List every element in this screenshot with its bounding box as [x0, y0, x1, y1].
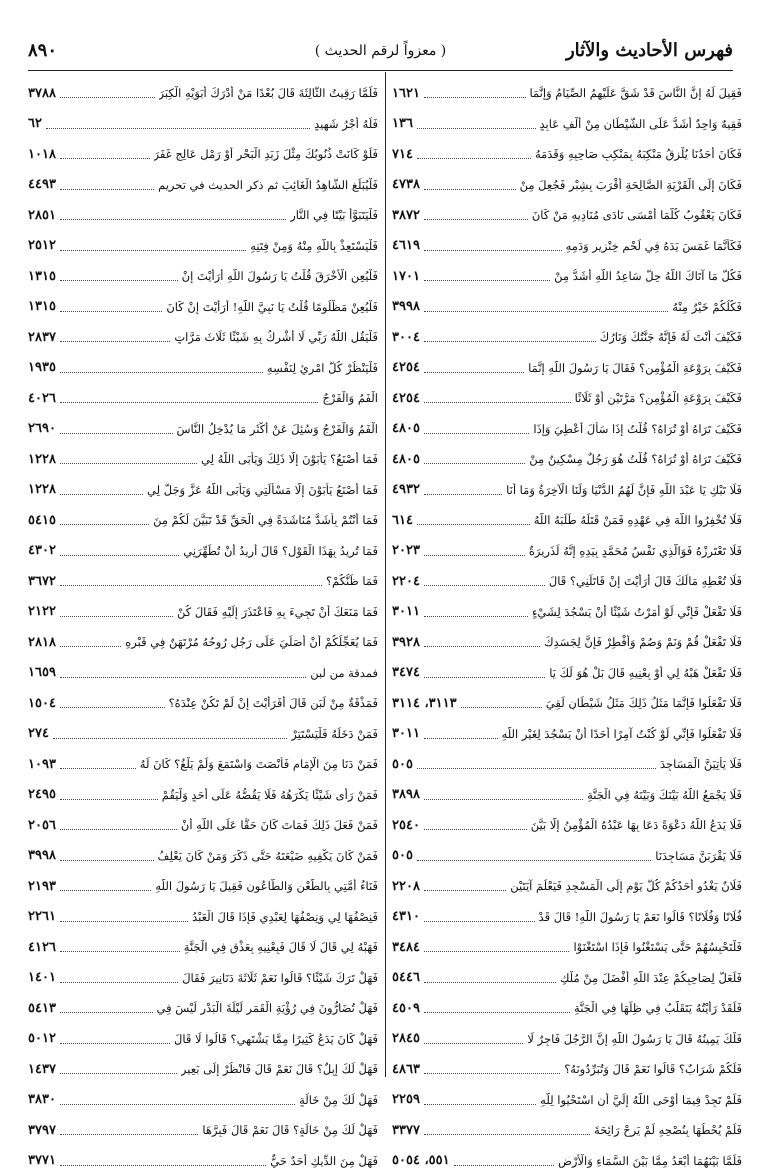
leader-dots [60, 851, 154, 861]
entry-reference: ١٢٢٨ [28, 482, 56, 497]
index-entry [392, 810, 742, 841]
leader-dots [60, 363, 263, 373]
index-entry [392, 963, 742, 994]
leader-dots [417, 759, 656, 769]
index-entry [392, 627, 742, 658]
entry-text: فَلَا تُخْفِرُوا اللَّهَ فِي عَهْدِهِ فَمَنْ قَتَلَهُ طَلَبَهُ اللَّهُ [534, 513, 742, 527]
leader-dots [424, 393, 571, 403]
entry-reference: ٣٠٠٤ [392, 330, 420, 345]
entry-text: فَلَا تَفْعَلْ قُمْ وَنَمْ وَصُمْ وَأَفْطِرْ فَإِنَّ لِجَسَدِكَ [544, 635, 742, 649]
leader-dots [424, 1003, 570, 1013]
leader-dots [424, 881, 506, 891]
entry-reference: ٢٨٥١ [28, 208, 56, 223]
index-entry [392, 597, 742, 628]
entry-reference: ٣٨٣٠ [28, 1092, 56, 1107]
leader-dots [60, 1095, 295, 1105]
index-entry [28, 688, 378, 719]
entry-reference: ٢٨١٨ [28, 635, 56, 650]
index-entry [28, 200, 378, 231]
entry-text: فَمَا أَصْنَعُ يَأْبَوْنَ إِلَّا مَسْأَلَتِي وَيَأْبَى اللَّهُ عَزَّ وَجَلَّ لِي [147, 483, 378, 497]
entry-reference: ٢٥١٢ [28, 238, 56, 253]
entry-reference: ١٢٢٨ [28, 452, 56, 467]
entry-text: فَكَيْفَ تَرَاهُ أَوْ تُرَاهُ؟ قُلْتُ إِذَا سَأَلَ أُعْطِيَ وَإِذَا [533, 422, 742, 436]
entry-text: فَلْيُعِنِ الْأَخْرَقَ قُلْتُ يَا رَسُولَ اللَّهِ أَرَأَيْتَ إِنْ [182, 269, 378, 283]
entry-text: فَلَا يَقْرَبَنَّ مَسَاجِدَنَا [655, 849, 742, 863]
entry-reference: ٣٧٧١ [28, 1153, 56, 1168]
leader-dots [424, 790, 583, 800]
leader-dots [60, 973, 178, 983]
leader-dots [424, 332, 596, 342]
leader-dots [60, 485, 143, 495]
entry-text: فَلَا تُعْطِهِ مَالَكَ قَالَ أَرَأَيْتَ إِنْ قَاتَلَنِي؟ قَالَ [549, 574, 742, 588]
leader-dots [60, 88, 155, 98]
entry-text: فَمَنْ رَأَى شَيْئًا يَكْرَهُهُ فَلَا يَقُصُّهُ عَلَى أَحَدٍ وَلْيَقُمْ [162, 788, 378, 802]
right-column [392, 78, 742, 1176]
index-entry [28, 353, 378, 384]
entry-reference: ٢٠٢٣ [392, 543, 420, 558]
leader-dots [60, 1156, 266, 1166]
entry-text: فَلْتَحْبِسُهُمْ حَتَّى يَسْتَغْنُوا فَإِذَا اسْتَغْنَوْا [573, 940, 742, 954]
entry-reference: ٥٠١٢ [28, 1031, 56, 1046]
entry-text: فُلَانًا وَفُلَانًا؟ قَالُوا نَعَمْ يَا رَسُولَ اللَّهِ! قَالَ قَدْ [539, 910, 742, 924]
entry-text: فَهَلْ لَكَ إِبِلٌ؟ قَالَ نَعَمْ قَالَ فَانْظُرْ إِلَى بَعِيرٍ [181, 1062, 378, 1076]
index-entry [392, 1085, 742, 1116]
entry-text: فَلْيُعِنْ مَظْلُومًا قُلْتُ يَا نَبِيَّ اللَّهِ! أَرَأَيْتَ إِنْ كَانَ [166, 300, 378, 314]
index-entry [392, 1115, 742, 1146]
entry-text: فَهَلْ تُضَارُّونَ فِي رُؤْيَةِ الْقَمَرِ لَيْلَةَ الْبَدْرِ لَيْسَ فِي [157, 1001, 378, 1015]
entry-reference: ١٣٦ [392, 116, 413, 131]
entry-text: فَكَانَ يَعْقُوبُ كُلَّمَا أَمْسَى نَادَى مُنَادِيهِ مَنْ كَانَ [532, 208, 742, 222]
entry-reference: ٥٥١، ٥٠٥٤ [392, 1153, 450, 1168]
entry-text: فَلَعَلَّ لِصَاحِبِكُمْ عِنْدَ اللَّهِ أَفْضَلَ مِنْ مُلْكِ [560, 971, 742, 985]
entry-reference: ٢٦٩٠ [28, 421, 56, 436]
leader-dots [417, 515, 530, 525]
index-entry [28, 139, 378, 170]
index-entry [28, 383, 378, 414]
index-entry [28, 597, 378, 628]
index-entry [392, 444, 742, 475]
entry-text: فَلْكَ يَمِينُهُ قَالَ يَا رَسُولَ اللَّهِ إِنَّ الرَّجُلَ فَاجِرٌ لَا [527, 1032, 742, 1046]
leader-dots [53, 729, 287, 739]
entry-reference: ١٧٠١ [392, 269, 420, 284]
index-entry [28, 627, 378, 658]
entry-text: فَلَا تَفْعَلْ هَبْهُ لِي أَوْ بِعْنِيهِ قَالَ بَلْ هُوَ لَكَ يَا [549, 666, 742, 680]
leader-dots [60, 1003, 153, 1013]
entry-text: فَهَبْهُ لِي قَالَ لَا قَالَ فَبِعْنِيهِ بِعَذْقٍ فِي الْجَنَّةِ [184, 940, 378, 954]
index-entry [28, 170, 378, 201]
entry-reference: ٤٣١٠ [392, 909, 420, 924]
index-entry [28, 475, 378, 506]
leader-dots [60, 393, 318, 403]
leader-dots [417, 851, 651, 861]
entry-reference: ١٩٣٥ [28, 360, 56, 375]
index-entry [392, 932, 742, 963]
entry-reference: ٢٨٣٧ [28, 330, 56, 345]
entry-text: الْفَمُ وَالْفَرْجُ [322, 391, 378, 405]
index-entry [392, 1146, 742, 1176]
entry-reference: ٤٢٥٤ [392, 360, 420, 375]
entry-text: فَمَنْ فَعَلَ ذَلِكَ فَمَاتَ كَانَ حَقًّا عَلَى اللَّهِ أَنْ [181, 818, 378, 832]
leader-dots [417, 149, 531, 159]
index-entry [28, 1146, 378, 1176]
leader-dots [424, 1095, 536, 1105]
entry-reference: ٤٩٣٢ [392, 482, 420, 497]
leader-dots [60, 454, 197, 464]
leader-dots [60, 637, 121, 647]
entry-reference: ٣٨٩٨ [392, 787, 420, 802]
leader-dots [60, 241, 246, 251]
index-entry [28, 109, 378, 140]
leader-dots [424, 454, 525, 464]
entry-text: فَلَا تَفْعَلْ فَإِنِّي لَوْ أَمَرْتُ شَيْئًا أَنْ يَسْجُدَ لِشَيْءٍ [532, 605, 742, 619]
leader-dots [424, 485, 502, 495]
index-entry [392, 383, 742, 414]
entry-text: فَلَهُ أَجْرُ شَهِيدٍ [314, 117, 378, 131]
leader-dots [424, 1034, 523, 1044]
entry-reference: ٢٢٦١ [28, 909, 56, 924]
entry-text: الْفَمُ وَالْفَرْجُ وَسُئِلَ عَنْ أَكْثَرِ مَا يُدْخِلُ النَّاسَ [177, 422, 379, 436]
entry-reference: ١٣١٥ [28, 299, 56, 314]
entry-reference: ٢٠٥٦ [28, 818, 56, 833]
entry-text: فَمَا يُعَجِّلُكُمْ أَنْ أُصَلِّيَ عَلَى رَجُلٍ رُوحُهُ مُرْتَهَنٌ فِي قَبْرِهِ [125, 635, 378, 649]
leader-dots [60, 515, 149, 525]
entry-text: فَلَا يَأْتِيَنَّ الْمَسَاجِدَ [660, 757, 742, 771]
leader-dots [424, 241, 562, 251]
entry-reference: ٢٢٠٨ [392, 879, 420, 894]
index-entry [28, 1054, 378, 1085]
entry-reference: ٣٦٧٢ [28, 574, 56, 589]
entry-text: فَلَمْ يُحْطُهَا بِنُصْحِهِ لَمْ يَرِحْ رَائِحَةَ [594, 1123, 742, 1137]
leader-dots [461, 698, 542, 708]
index-entry [392, 292, 742, 323]
leader-dots [60, 668, 306, 678]
entry-text: فَكَأَنَّمَا غَمَسَ يَدَهُ فِي لَحْمِ خِنْزِيرٍ وَدَمِهِ [566, 239, 742, 253]
index-entry [392, 780, 742, 811]
entry-text: فَلَا يَجْمَعُ اللَّهُ بَيْنَكَ وَبَيْنَهُ فِي الْجَنَّةِ [587, 788, 742, 802]
entry-reference: ٤٣٠٢ [28, 543, 56, 558]
entry-text: فمدقة من لبن [310, 666, 378, 680]
index-entry [392, 993, 742, 1024]
leader-dots [424, 302, 668, 312]
entry-reference: ٦٢ [28, 116, 42, 131]
entry-reference: ٤٥٠٩ [392, 1001, 420, 1016]
entry-text: فَلَكُمْ شَرَابٌ؟ قَالُوا نَعَمْ قَالَ وَتُبَرِّدُونَهُ؟ [564, 1062, 742, 1076]
entry-text: فَلَا تَعْتَرِزْهُ فَوَالَّذِي نَفْسُ مُحَمَّدٍ بِيَدِهِ إِنَّهُ لَذَرِيرَةٌ [529, 544, 742, 558]
leader-dots [424, 942, 570, 952]
entry-text: فَمَنْ دَنَا مِنَ الْإِمَامِ فَأَنْصَتَ وَاسْتَمَعَ وَلَمْ يَلْغُ؟ كَانَ لَهُ [140, 757, 378, 771]
entry-text: فَلَمَّا رَقِيتُ الثَّالِثَةَ قَالَ بُعْدًا مَنْ أَدْرَكَ أَبَوَيْهِ الْكِبَرَ [159, 86, 379, 100]
leader-dots [60, 576, 322, 586]
entry-text: فَلْيَنْظُرْ كُلُّ امْرِئٍ لِنَفْسِهِ [267, 361, 378, 375]
index-entry [28, 810, 378, 841]
entry-reference: ١٤٠١ [28, 970, 56, 985]
entry-reference: ٣٧٩٧ [28, 1123, 56, 1138]
index-entry [392, 475, 742, 506]
index-entry [392, 109, 742, 140]
index-entry [392, 1054, 742, 1085]
index-entry [392, 261, 742, 292]
index-entry [28, 780, 378, 811]
entry-reference: ٢٢٥٩ [392, 1092, 420, 1107]
leader-dots [424, 637, 540, 647]
entry-reference: ١٣١٥ [28, 269, 56, 284]
entry-text: فَلَانٌ يَغْدُو أَحَدُكُمْ كُلَّ يَوْمٍ إِلَى الْمَسْجِدِ فَيَعْلَمَ آيَتَيْنِ [510, 879, 742, 893]
leader-dots [60, 424, 173, 434]
entry-reference: ٣٩٩٨ [392, 299, 420, 314]
index-entry [28, 719, 378, 750]
entry-text: فَكُلُكُمْ خَيْرٌ مِنْهُ [672, 300, 742, 314]
leader-dots [60, 912, 188, 922]
leader-dots [60, 607, 173, 617]
entry-text: فَلْيَتَبَوَّأْ بَيْتًا فِي النَّارِ [290, 208, 378, 222]
entry-text: فَمَنْ كَانَ يَكْفِيهِ ضَيْعَتَهُ حَتَّى ذَكَرَ وَمَنْ كَانَ يَعْلِفُ [158, 849, 378, 863]
index-entry [392, 78, 742, 109]
entry-reference: ١٦٢١ [392, 86, 420, 101]
index-entry [392, 536, 742, 567]
entry-reference: ٢٥٤٠ [392, 818, 420, 833]
entry-reference: ٣١١٣، ٣١١٤ [392, 696, 457, 711]
leader-dots [424, 546, 525, 556]
leader-dots [60, 149, 150, 159]
entry-reference: ٤٠٢٦ [28, 391, 56, 406]
entry-reference: ١٤٣٧ [28, 1062, 56, 1077]
entry-reference: ٣٤٧٤ [392, 665, 420, 680]
entry-reference: ٣٧٨٨ [28, 86, 56, 101]
index-entry [28, 322, 378, 353]
entry-reference: ٥٤١٣ [28, 1001, 56, 1016]
index-entry [28, 231, 378, 262]
index-entry [392, 688, 742, 719]
index-entry [392, 871, 742, 902]
entry-text: فَهَلْ لَكَ مِنْ خَالَةٍ [299, 1093, 378, 1107]
index-entry [392, 749, 742, 780]
leader-dots [60, 302, 162, 312]
page-number: ٨٩٠ [28, 40, 57, 61]
index-entry [28, 536, 378, 567]
index-title: فهرس الأحاديث والآثار [566, 40, 733, 61]
entry-reference: ٣٩٩٨ [28, 848, 56, 863]
index-entry [28, 749, 378, 780]
entry-text: فَكُلُّ مَا آتَاكَ اللَّهُ حِلٌّ سَاعِدُ اللَّهِ أَشَدُّ مِنْ [554, 269, 742, 283]
index-entry [392, 566, 742, 597]
left-column [28, 78, 378, 1176]
entry-text: فَكَيْفَ تَرَاهُ أَوْ تُرَاهُ؟ قُلْتُ هُوَ رَجُلٌ مِسْكِينٌ مِنْ [529, 452, 742, 466]
index-entry [392, 902, 742, 933]
entry-text: فَكَيْفَ بِرَوْعَةِ الْمُؤْمِنِ؟ فَقَالَ يَا رَسُولَ اللَّهِ إِنَّمَا [528, 361, 742, 375]
index-entry [28, 1085, 378, 1116]
entry-reference: ١٦٥٩ [28, 665, 56, 680]
entry-reference: ٤٨٠٥ [392, 452, 420, 467]
index-entry [28, 902, 378, 933]
entry-reference: ٤٢٥٤ [392, 391, 420, 406]
index-entry [28, 993, 378, 1024]
entry-text: فَمَنْ دَخَلَهُ فَلْيَسْتَتِرْ [291, 727, 378, 741]
entry-text: فَقِيلَ لَهُ إِنَّ النَّاسَ قَدْ شَقَّ عَلَيْهِمُ الصِّيَامُ وَإِنَّمَا [530, 86, 742, 100]
index-entry [28, 932, 378, 963]
entry-reference: ٧١٤ [392, 147, 413, 162]
index-entry [28, 292, 378, 323]
leader-dots [60, 180, 154, 190]
entry-reference: ٤٨٠٥ [392, 421, 420, 436]
entry-text: فَكَيْفَ بِرَوْعَةِ الْمُؤْمِنِ؟ مَرَّتَيْنِ أَوْ ثَلَاثًا [575, 391, 742, 405]
leader-dots [424, 973, 556, 983]
entry-text: فَهَلْ تَرَكَ شَيْئًا؟ قَالُوا نَعَمْ ثَلَاثَةَ دَنَانِيرَ فَقَالَ [182, 971, 378, 985]
page-header [28, 40, 733, 72]
index-entry [392, 322, 742, 353]
leader-dots [424, 88, 526, 98]
leader-dots [424, 424, 529, 434]
entry-reference: ٤٨٦٣ [392, 1062, 420, 1077]
index-entry [392, 1024, 742, 1055]
entry-reference: ٢٨٤٥ [392, 1031, 420, 1046]
entry-text: فَلْيَقُلِ اللَّهُ رَبِّي لَا أُشْرِكُ بِهِ شَيْئًا ثَلَاثَ مَرَّاتٍ [174, 330, 378, 344]
index-entry [392, 719, 742, 750]
index-entry [392, 139, 742, 170]
entry-reference: ٣٤٨٤ [392, 940, 420, 955]
entry-text: فَمَا أَصْنَعُ؟ يَأْبَوْنَ إِلَّا ذَلِكَ وَيَأْبَى اللَّهُ لِي [201, 452, 378, 466]
leader-dots [60, 759, 136, 769]
entry-text: فَلَا تَفْعَلُوا فَإِنِّي لَوْ كُنْتُ آمِرًا أَحَدًا أَنْ يَسْجُدَ لِغَيْرِ اللَّهِ [502, 727, 742, 741]
leader-dots [60, 546, 179, 556]
leader-dots [424, 729, 498, 739]
index-entry [392, 841, 742, 872]
entry-text: فَمَا تُرِيدُ بِهَذَا الْقَوْلِ؟ قَالَ أُرِيدُ أَنْ تُطَهِّرَنِي [183, 544, 378, 558]
index-entry [28, 566, 378, 597]
entry-reference: ٥٠٥ [392, 757, 413, 772]
entry-text: فَلْيَسْتَعِذْ بِاللَّهِ مِنْهُ وَمِنْ فِتَنِهِ [250, 239, 378, 253]
index-entry [28, 444, 378, 475]
index-entry [392, 170, 742, 201]
entry-reference: ٤٤٩٣ [28, 177, 56, 192]
leader-dots [424, 210, 528, 220]
entry-text: فَلْيُبَلِّغِ الشَّاهِدُ الْغَائِبَ ثم ذكر الحديث في تحريم [158, 178, 378, 192]
entry-reference: ٣٨٧٢ [392, 208, 420, 223]
leader-dots [417, 119, 536, 129]
index-entry [392, 414, 742, 445]
leader-dots [424, 668, 545, 678]
leader-dots [60, 1064, 177, 1074]
index-entry [28, 1115, 378, 1146]
entry-text: فَنِصْفُهَا لِي وَنِصْفُهَا لِعَبْدِي فَإِذَا قَالَ الْعَبْدُ [192, 910, 378, 924]
index-entry [392, 505, 742, 536]
index-entry [28, 261, 378, 292]
header-rule [28, 70, 733, 71]
entry-text: فَهَلْ كَانَ يَدَعُ كَثِيرًا مِمَّا يَشْتَهِي؟ قَالُوا لَا قَالَ [174, 1032, 378, 1046]
entry-reference: ٢٧٤ [28, 726, 49, 741]
entry-text: فَمَذْقَةٌ مِنْ لَبَنٍ قَالَ أَفَرَأَيْتَ إِنْ لَمْ تَكُنْ عِنْدَهُ؟ [169, 696, 378, 710]
leader-dots [60, 271, 178, 281]
leader-dots [424, 912, 535, 922]
leader-dots [60, 942, 180, 952]
index-entry [28, 78, 378, 109]
leader-dots [424, 271, 550, 281]
entry-text: فَهَلْ مِنَ الدِّيكِ أَحَدٌ حَيٌّ [270, 1154, 378, 1168]
leader-dots [454, 1156, 554, 1166]
leader-dots [46, 119, 310, 129]
entry-text: فَقِيهٌ وَاحِدٌ أَشَدُّ عَلَى الشَّيْطَانِ مِنْ أَلْفِ عَابِدٍ [540, 117, 743, 131]
entry-reference: ٥٤٤٦ [392, 970, 420, 985]
entry-text: فَكَانَ إِلَى الْقَرْيَةِ الصَّالِحَةِ أَقْرَبَ بِشِبْرٍ فَجُعِلَ مِنْ [520, 178, 742, 192]
entry-reference: ٣٠١١ [392, 726, 420, 741]
index-entry [392, 231, 742, 262]
leader-dots [60, 698, 165, 708]
entry-reference: ١٥٠٤ [28, 696, 56, 711]
entry-text: فَكَيْفَ أَنْتَ لَهُ فَإِنَّهُ جَنَّتُكَ وَنَارُكَ [600, 330, 742, 344]
entry-text: فَلَمَّا بَيْنَهُمَا أَبْعَدُ مِمَّا بَيْنَ السَّمَاءِ وَالْأَرْضِ [558, 1154, 742, 1168]
leader-dots [424, 180, 516, 190]
index-entry [392, 658, 742, 689]
entry-reference: ٣٠١١ [392, 604, 420, 619]
leader-dots [424, 820, 527, 830]
entry-reference: ٢١٢٢ [28, 604, 56, 619]
entry-reference: ٥٤١٥ [28, 513, 56, 528]
index-subtitle: ( معزواً لرقم الحديث ) [28, 43, 733, 59]
index-entry [28, 841, 378, 872]
leader-dots [424, 1064, 560, 1074]
entry-reference: ٤٧٣٨ [392, 177, 420, 192]
leader-dots [60, 790, 158, 800]
index-entry [28, 871, 378, 902]
entry-text: فَمَا أَنْتُمْ بِأَشَدَّ مُنَاشَدَةً فِي الْحَقِّ قَدْ تَبَيَّنَ لَكُمْ مِنَ [153, 513, 378, 527]
index-entry [28, 658, 378, 689]
entry-text: فَمَا مَنَعَكَ أَنْ تَجِيءَ بِهِ فَاعْتَذَرَ إِلَيْهِ فَقَالَ كُنْ [177, 605, 378, 619]
entry-reference: ٣٣٧٧ [392, 1123, 420, 1138]
index-entry [28, 505, 378, 536]
entry-reference: ١٠٩٣ [28, 757, 56, 772]
entry-text: فَلَقَدْ رَأَيْتُهُ يَتَقَلَّبُ فِي ظِلِّهَا فِي الْجَنَّةِ [574, 1001, 742, 1015]
entry-reference: ٣٩٢٨ [392, 635, 420, 650]
index-entry [28, 414, 378, 445]
leader-dots [60, 332, 170, 342]
entry-reference: ٤١٢٦ [28, 940, 56, 955]
entry-text: فَكَانَ أَحَدُنَا يُلْزِقُ مَنْكِبَهُ بِمَنْكِبِ صَاحِبِهِ وَقَدَمَهُ [535, 147, 742, 161]
entry-reference: ١٠١٨ [28, 147, 56, 162]
entry-text: فَنَاءُ أُمَّتِي بِالطَّعْنِ وَالطَّاعُونِ فَقِيلَ يَا رَسُولَ اللَّهِ [155, 879, 378, 893]
entry-reference: ٢١٩٣ [28, 879, 56, 894]
entry-reference: ٢٤٩٥ [28, 787, 56, 802]
leader-dots [60, 881, 151, 891]
index-entry [392, 353, 742, 384]
leader-dots [424, 607, 528, 617]
leader-dots [60, 210, 286, 220]
entry-text: فَهَلْ لَكَ مِنْ خَالَةٍ؟ قَالَ نَعَمْ قَالَ فَبِرَّهَا [202, 1123, 378, 1137]
entry-text: فَلَا تَبْكِ يَا عَبْدَ اللَّهِ فَإِنَّ لَهُمُ الدُّنْيَا وَلَنَا الْآخِرَةُ وَمَا أَنَا [506, 483, 742, 497]
leader-dots [424, 576, 545, 586]
leader-dots [60, 820, 177, 830]
index-entry [28, 1024, 378, 1055]
leader-dots [60, 1034, 170, 1044]
entry-text: فَلَا يَدَعُ اللَّهُ دَعْوَةً دَعَا بِهَا عَبْدُهُ الْمُؤْمِنُ إِلَّا بَيَّنَ [531, 818, 742, 832]
entry-text: فَلَا تَفْعَلُوا فَإِنَّمَا مَثَلُ ذَلِكَ مَثَلُ شَيْطَانٍ لَقِيَ [546, 696, 742, 710]
index-entry [28, 963, 378, 994]
entry-reference: ٦١٤ [392, 513, 413, 528]
entry-reference: ٥٠٥ [392, 848, 413, 863]
entry-reference: ٢٢٠٤ [392, 574, 420, 589]
leader-dots [424, 1125, 590, 1135]
index-entry [392, 200, 742, 231]
leader-dots [424, 363, 524, 373]
leader-dots [60, 1125, 198, 1135]
entry-text: فَلَوْ كَانَتْ ذُنُوبُكَ مِثْلَ زَبَدِ الْبَحْرِ أَوْ رَمْلِ عَالِجٍ غَفَرَ [154, 147, 378, 161]
entry-reference: ٤٦١٩ [392, 238, 420, 253]
entry-text: فَمَا ظَنُّكُمْ؟ [326, 574, 378, 588]
entry-text: فَلَمْ تَجِدْ فِيمَا أَوْحَى اللَّهُ إِلَيَّ أَنِ اسْتَحْيُوا لِلَّهِ [540, 1093, 742, 1107]
column-divider [385, 72, 386, 1077]
